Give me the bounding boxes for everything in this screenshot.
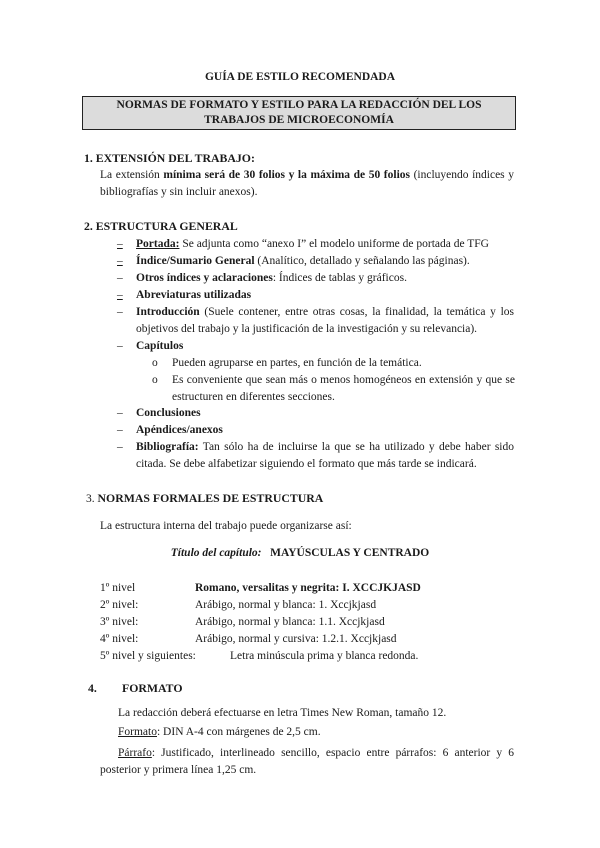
section-4-heading: FORMATO — [122, 681, 183, 695]
section-1-heading: 1. EXTENSIÓN DEL TRABAJO: — [84, 151, 255, 165]
section-3-intro: La estructura interna del trabajo puede organizarse así: — [100, 520, 352, 532]
extension-limits: mínima será de 30 folios y la máxima de 50 folios — [163, 169, 410, 181]
section-3-heading: 3. NORMAS FORMALES DE ESTRUCTURA — [86, 491, 324, 505]
section-2-heading: 2. ESTRUCTURA GENERAL — [84, 219, 238, 233]
section-4-formato: Formato: DIN A-4 con márgenes de 2,5 cm. — [118, 726, 321, 738]
document-title: GUÍA DE ESTILO RECOMENDADA — [204, 71, 396, 83]
section-4-parrafo: Párrafo: Justificado, interlineado sencillo, espacio entre párrafos: 6 anterior y 6 posterior y primera línea 1,25 cm. — [100, 747, 514, 776]
section-1-paragraph: La extensión mínima será de 30 folios y la máxima de 50 folios (incluyendo índices y bibliografías y sin incluir anexos). — [100, 169, 514, 198]
boxed-title-line-2: TRABAJOS DE MICROECONOMÍA — [204, 114, 394, 126]
boxed-title — [82, 96, 516, 130]
document-page: GUÍA DE ESTILO RECOMENDADA NORMAS DE FORMATO Y ESTILO PARA LA REDACCIÓN DEL LOS TRABAJOS DE MICROECONOMÍA 1. EXTENSIÓN DEL TRABAJO: La extensión mínima será de 30 folios y la máxima de 50 folios (incluyendo índices y bibliografías y sin incluir anexos). 2. ESTRUCTURA GENERAL – Portada: Se adjunta como “anexo I” el modelo uniforme de portada de TFG – Índice/Sumario General (Analítico, detallado y señalando las páginas). – Otros índices y aclaraciones: Índices de tablas y gráficos. – Abreviaturas utilizadas – Introducción (Suele contener, entre otras cosas, la finalidad, la temática y los objetivos del trabajo y la justificación de la investigación y su relevancia). – Capítulos o Pueden agruparse en partes, en función de la temática. o Es conveniente que sean más o menos homogéneos en extensión y que se estructuren en diferentes secciones. – Conclusiones – Apéndices/anexos – Bibliografía: Tan sólo ha de incluirse la que se ha utilizado y debe haber sido citada. Se debe alfabetizar siguiendo el formato que más tarde se indicará. 3. NORMAS FORMALES DE ESTRUCTURA La estructura interna del trabajo puede organizarse así: Título del capítulo: MAYÚSCULAS Y CENTRADO 1º nivel Romano, versalitas y negrita: I. XCCJKJASD 2º nivel: Arábigo, normal y blanca: 1. Xccjkjasd 3º nivel: Arábigo, normal y blanca: 1.1. Xccjkjasd 4º nivel: Arábigo, normal y cursiva: 1.2.1. Xccjkjasd 5º nivel y siguientes: Letra minúscula prima y blanca redonda. 4. FORMATO La redacción deberá efectuarse en letra Times New Roman, tamaño 12. Formato: DIN A-4 con márgenes de 2,5 cm. Párrafo: Justificado, interlineado sencillo, espacio entre párrafos: 6 anterior y 6 posterior y primera línea 1,25 cm. — [0, 0, 600, 848]
chapter-title-rule: Título del capítulo: MAYÚSCULAS Y CENTRADO — [170, 547, 430, 559]
section-4-number: 4. — [88, 681, 97, 695]
boxed-title-line-1: NORMAS DE FORMATO Y ESTILO PARA LA REDACCIÓN DEL LOS — [116, 99, 482, 111]
section-4-font-paragraph: La redacción deberá efectuarse en letra Times New Roman, tamaño 12. — [118, 707, 447, 719]
